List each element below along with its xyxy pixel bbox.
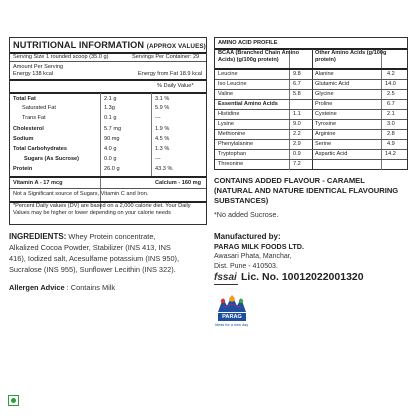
amino-value: 2.2 — [293, 131, 301, 137]
amino-value: 9.0 — [293, 121, 301, 127]
amino-value: 6.7 — [387, 101, 395, 107]
divider — [312, 159, 407, 160]
amino-value: 14.2 — [385, 151, 396, 157]
divider — [10, 188, 206, 189]
ingredients-line-1 — [9, 232, 156, 242]
energy-row — [10, 70, 206, 78]
amino-name: Tyrosine — [315, 121, 337, 127]
nutrient-amount: 5.7 mg — [104, 126, 122, 132]
amino-value: 14.0 — [385, 81, 396, 87]
nutrient-row — [10, 125, 206, 133]
nutrient-dv: 1.9 % — [155, 126, 170, 132]
divider — [10, 176, 206, 178]
amino-row — [215, 110, 312, 118]
nutrition-title — [13, 40, 206, 50]
nutrient-row — [10, 135, 206, 143]
parag-brand-name: PARAG — [222, 314, 242, 320]
nutrition-title-note: (APPROX VALUES) — [146, 43, 206, 50]
amino-row — [215, 80, 312, 88]
fssai-underline — [214, 284, 238, 285]
amino-row — [312, 150, 408, 158]
other-amino-header: Other Amino Acids (g/100g protein) — [315, 50, 387, 64]
amino-name: Serine — [315, 141, 332, 147]
amino-name: Methionine — [218, 131, 246, 137]
parag-tagline: Ideas for a new day — [215, 323, 249, 327]
amino-name: Aspartic Acid — [315, 151, 348, 157]
amino-row — [312, 70, 408, 78]
amino-name: Proline — [315, 101, 333, 107]
amino-row — [312, 130, 408, 138]
amino-name: Phenylalanine — [218, 141, 254, 147]
amino-row — [312, 90, 408, 98]
bcaa-header: BCAA (Branched Chain Amino Acids) (g/100g protein) — [218, 50, 300, 64]
nutrient-dv: 1.3 % — [155, 146, 170, 152]
nutrient-row — [10, 104, 206, 112]
manufactured-by-label: Manufactured by: — [214, 232, 281, 241]
nutrient-dv: 4.5 % — [155, 136, 170, 142]
amino-row — [215, 130, 312, 138]
amino-value: 4.2 — [387, 71, 395, 77]
servings-per-container: Servings Per Container: 29 — [132, 54, 200, 60]
amino-value: 4.9 — [387, 141, 395, 147]
amino-name: Glycine — [315, 91, 334, 97]
nutrient-amount: 4.0 g — [104, 146, 117, 152]
fssai-logo-text: fssai — [214, 272, 237, 283]
nutrient-row — [10, 155, 206, 163]
nutrient-amount: 0.0 g — [104, 156, 117, 162]
nutrient-name: Trans Fat — [22, 115, 46, 121]
not-significant-note: Not a Significant source of Sugars, Vitamin C and Iron. — [13, 191, 149, 197]
divider — [10, 92, 206, 94]
nutrient-row — [10, 95, 206, 103]
not-significant-row — [10, 190, 206, 198]
amino-row — [312, 120, 408, 128]
amino-value: 2.9 — [293, 141, 301, 147]
nutrient-dv: 5.9 % — [155, 105, 170, 111]
amino-value: 3.0 — [387, 121, 395, 127]
nutrition-title-text: NUTRITIONAL INFORMATION — [13, 40, 145, 50]
veg-dot — [11, 398, 16, 403]
nutrient-row — [10, 145, 206, 153]
manufacturer-name: PARAG MILK FOODS LTD. — [214, 242, 304, 251]
amino-name: Tryptophan — [218, 151, 247, 157]
calcium: Calcium - 160 mg — [155, 180, 202, 186]
manufacturer-address-2: Dist. Pune - 410503. — [214, 263, 278, 270]
amino-value: 2.1 — [387, 111, 395, 117]
parag-logo — [215, 292, 249, 330]
amino-value: 6.7 — [293, 81, 301, 87]
amino-name: Cysteine — [315, 111, 337, 117]
vitamin-a: Vitamin A - 17 mcg — [13, 180, 63, 186]
energy-from-fat: Energy from Fat 18.9 kcal — [138, 71, 203, 77]
amino-name: Arginine — [315, 131, 336, 137]
daily-value-header: % Daily Value* — [157, 83, 194, 89]
amino-row — [312, 140, 408, 148]
allergen-label: Allergen Advice — [9, 283, 65, 292]
divider — [10, 61, 206, 62]
fssai-license-number: Lic. No. 10012022001320 — [241, 271, 364, 283]
amino-value: 2.5 — [387, 91, 395, 97]
flavour-line-1: CONTAINS ADDED FLAVOUR - CARAMEL — [214, 176, 365, 185]
amino-name: Valine — [218, 91, 234, 97]
dv-header-row — [10, 82, 206, 90]
nutrient-amount: 90 mg — [104, 136, 120, 142]
vitamin-row — [10, 179, 206, 187]
ingredients-line-4: Sucralose (INS 955), Sunflower Lecithin (INS 322). — [9, 265, 176, 274]
flavour-line-3: SUBSTANCES) — [214, 196, 269, 205]
allergen-advice — [9, 283, 115, 293]
amino-title: AMINO ACID PROFILE — [218, 40, 278, 46]
veg-symbol-icon — [8, 395, 19, 406]
amino-name: Histidine — [218, 111, 240, 117]
amino-value: 0.9 — [293, 151, 301, 157]
amino-row — [215, 120, 312, 128]
amino-row — [312, 110, 408, 118]
amino-row — [215, 140, 312, 148]
amino-name: Iso Leucine — [218, 81, 247, 87]
energy: Energy 138 kcal — [13, 71, 54, 77]
amino-name: Lysine — [218, 121, 234, 127]
nutrient-dv: --- — [155, 156, 161, 162]
amino-row — [312, 80, 408, 88]
amino-name: Threonine — [218, 161, 244, 167]
fssai-logo — [214, 272, 240, 286]
nutrient-amount: 0.1 g — [104, 115, 117, 121]
amino-acid-panel — [214, 37, 408, 170]
essential-amino-header: Essential Amino Acids — [218, 101, 278, 107]
nutrient-row — [10, 114, 206, 122]
amino-value: 1.1 — [293, 111, 301, 117]
amino-row — [215, 70, 312, 78]
serving-row — [10, 53, 206, 61]
amino-name: Leucine — [218, 71, 238, 77]
nutrient-name: Cholesterol — [13, 126, 44, 132]
divider — [10, 79, 206, 81]
amino-row — [312, 100, 408, 108]
nutrient-amount: 2.1 g — [104, 96, 117, 102]
amino-value: 2.8 — [387, 131, 395, 137]
amino-name: Alanine — [315, 71, 334, 77]
amino-name: Glutamic Acid — [315, 81, 350, 87]
ingredients-line-3: 416), Iodized salt, Acesulfame potassium (INS 950), — [9, 254, 180, 263]
nutrient-name: Sugars (As Sucrose) — [24, 156, 80, 162]
nutrient-dv: 3.1 % — [155, 96, 170, 102]
nutrient-name: Protein — [13, 166, 33, 172]
no-added-sucrose: *No added Sucrose. — [214, 210, 279, 219]
amino-row — [215, 160, 312, 168]
manufacturer-address-1: Awasari Phata, Manchar, — [214, 253, 292, 260]
ingredients-text: Whey Protein concentrate, — [66, 232, 156, 241]
nutrient-dv: --- — [155, 115, 161, 121]
ingredients-label: INGREDIENTS: — [9, 232, 67, 241]
nutrient-amount: 26.0 g — [104, 166, 120, 172]
ingredients-line-2: Alkalized Cocoa Powder, Stabilizer (INS 413, INS — [9, 243, 171, 252]
nutrient-name: Total Fat — [13, 96, 36, 102]
amino-value: 7.2 — [293, 161, 301, 167]
serving-size: Serving Size 1 rounded scoop (35.0 g) — [13, 54, 109, 60]
nutrient-dv: 43.3 % — [155, 166, 173, 172]
nutrition-facts-panel — [9, 37, 207, 225]
amount-per-serving-label: Amount Per Serving — [13, 64, 64, 70]
allergen-text: : Contains Milk — [64, 283, 116, 292]
nutrient-name: Total Carbohydrates — [13, 146, 67, 152]
amino-value: 5.8 — [293, 91, 301, 97]
nutrient-amount: 1.3g — [104, 105, 115, 111]
nutrient-name: Saturated Fat — [22, 105, 56, 111]
nutrient-name: Sodium — [13, 136, 34, 142]
daily-value-footnote: *Percent Daily values (DV) are based on a 2,000 calorie diet. Your Daily Values may be higher or lower depending on your calorie needs — [13, 203, 191, 217]
amino-row — [215, 90, 312, 98]
amino-row — [215, 150, 312, 158]
amino-value: 9.8 — [293, 71, 301, 77]
flavour-line-2: (NATURAL AND NATURE IDENTICAL FLAVOURING — [214, 186, 399, 195]
nutrient-row — [10, 165, 206, 173]
